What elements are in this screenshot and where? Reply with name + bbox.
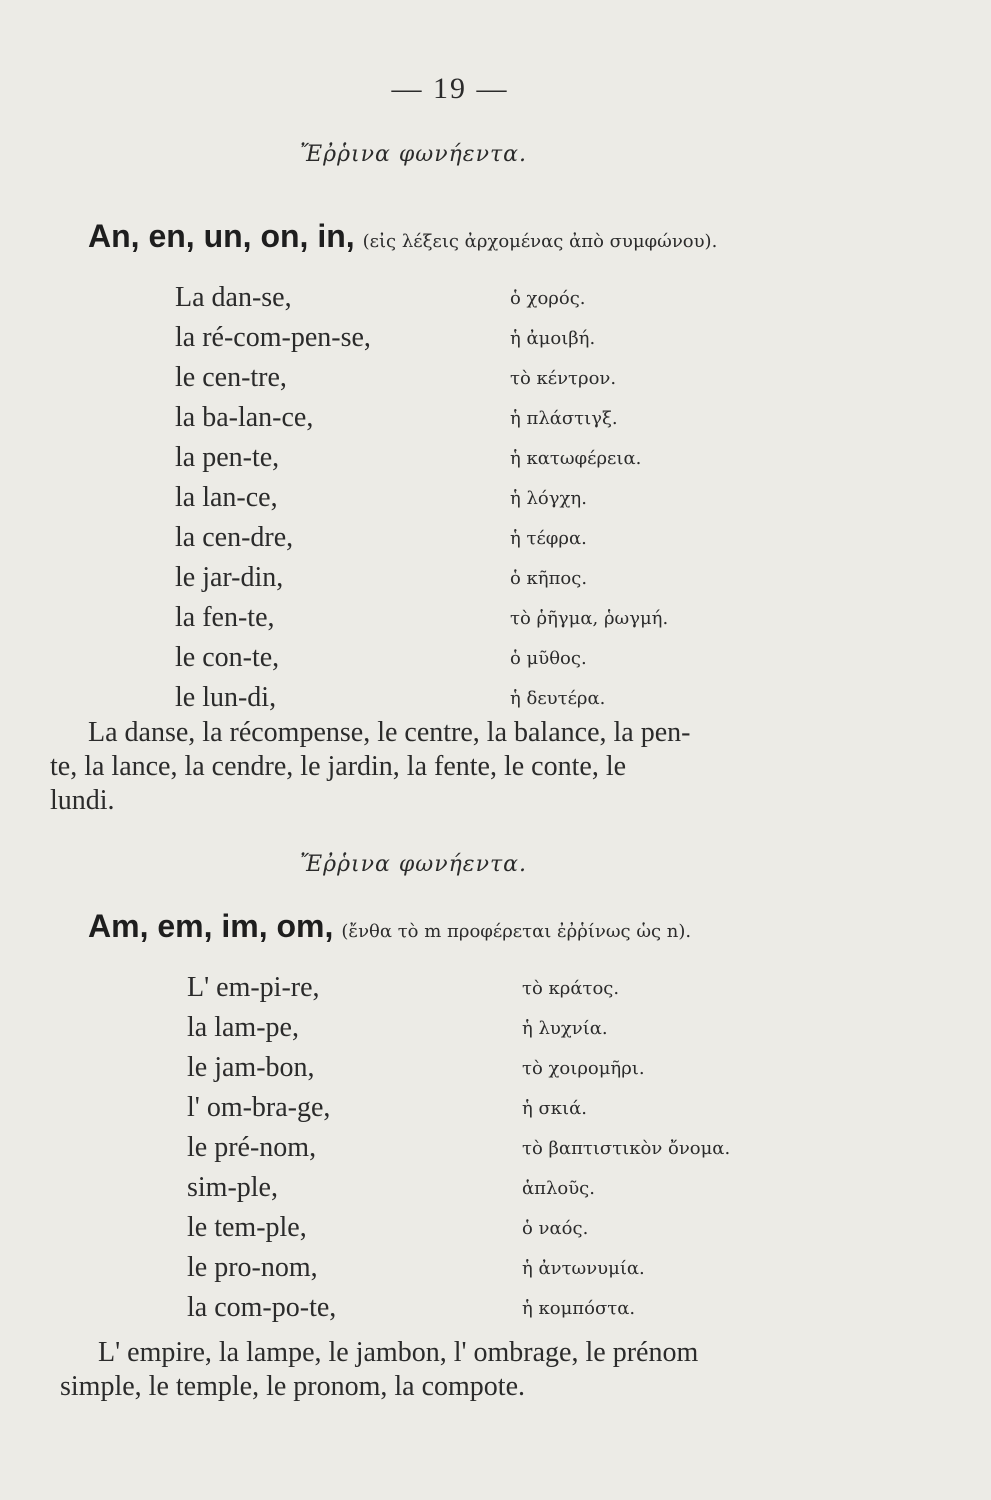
vocab-row xyxy=(0,482,991,522)
vocab-row xyxy=(0,1172,991,1212)
greek-translation: ἡ ἀμοιβή. xyxy=(510,328,596,349)
greek-translation: ἡ ἀντωνυμία. xyxy=(522,1258,645,1279)
nasal-sounds-headline-2 xyxy=(88,908,691,945)
greek-translation: τὸ βαπτιστικὸν ὄνομα. xyxy=(522,1138,731,1159)
vocab-row xyxy=(0,402,991,442)
greek-translation: ὁ μῦθος. xyxy=(510,648,587,669)
french-word: La dan-se, xyxy=(175,282,292,313)
french-word: sim-ple, xyxy=(187,1172,278,1203)
french-word: la fen-te, xyxy=(175,602,275,633)
greek-translation: τὸ κράτος. xyxy=(522,978,620,999)
paragraph-line: L' empire, la lampe, le jambon, l' ombrage, le prénom xyxy=(98,1337,699,1368)
vocab-row xyxy=(0,602,991,642)
sounds-note: (εἰς λέξεις ἀρχομένας ἀπὸ συμφώνου). xyxy=(362,231,718,252)
greek-translation: ὁ χορός. xyxy=(510,288,586,309)
nasal-sounds-headline-1 xyxy=(88,218,717,255)
french-word: la ba-lan-ce, xyxy=(175,402,314,433)
french-word: le jar-din, xyxy=(175,562,284,593)
section-title-nasal-vowels-1: Ἔῤῥινα φωνήεντα. xyxy=(300,142,527,167)
page-number: — 19 — xyxy=(391,72,509,105)
reading-paragraph-1 xyxy=(50,716,691,818)
vocab-row xyxy=(0,1212,991,1252)
greek-translation: ἡ τέφρα. xyxy=(510,528,587,549)
paragraph-line: te, la lance, la cendre, le jardin, la fente, le conte, le xyxy=(50,751,627,782)
greek-translation: ἡ λόγχη. xyxy=(510,488,587,509)
french-word: le pro-nom, xyxy=(187,1252,318,1283)
french-word: l' om-bra-ge, xyxy=(187,1092,331,1123)
french-word: le con-te, xyxy=(175,642,280,673)
vocab-row xyxy=(0,322,991,362)
french-word: le pré-nom, xyxy=(187,1132,317,1163)
vocab-row xyxy=(0,362,991,402)
nasal-sounds: An, en, un, on, in, xyxy=(88,218,355,254)
vocab-row xyxy=(0,282,991,322)
sounds-note: (ἔνθα τὸ m προφέρεται ἐῤῥίνως ὡς n). xyxy=(341,921,692,942)
french-word: le lun-di, xyxy=(175,682,277,713)
greek-translation: ἡ δευτέρα. xyxy=(510,688,606,709)
vocab-row xyxy=(0,1252,991,1292)
reading-paragraph-2 xyxy=(60,1336,699,1404)
vocab-row xyxy=(0,1092,991,1132)
vocab-row xyxy=(0,1012,991,1052)
greek-translation: τὸ ῥῆγμα, ῥωγμή. xyxy=(510,608,669,629)
french-word: le cen-tre, xyxy=(175,362,287,393)
vocab-row xyxy=(0,642,991,682)
vocab-row xyxy=(0,1292,991,1332)
section-title-nasal-vowels-2: Ἔῤῥινα φωνήεντα. xyxy=(300,852,527,877)
french-word: L' em-pi-re, xyxy=(187,972,320,1003)
vocab-row xyxy=(0,1132,991,1172)
greek-translation: ὁ ναός. xyxy=(522,1218,589,1239)
vocab-row xyxy=(0,442,991,482)
vocab-row xyxy=(0,1052,991,1092)
french-word: la pen-te, xyxy=(175,442,280,473)
greek-translation: ὁ κῆπος. xyxy=(510,568,588,589)
greek-translation: τὸ χοιρομῆρι. xyxy=(522,1058,645,1079)
nasal-sounds: Am, em, im, om, xyxy=(88,908,334,944)
vocab-row xyxy=(0,522,991,562)
greek-translation: ἡ κομπόστα. xyxy=(522,1298,636,1319)
french-word: la lan-ce, xyxy=(175,482,278,513)
french-word: la lam-pe, xyxy=(187,1012,299,1043)
greek-translation: ἡ σκιά. xyxy=(522,1098,587,1119)
greek-translation: ἡ πλάστιγξ. xyxy=(510,408,618,429)
paragraph-line: La danse, la récompense, le centre, la balance, la pen- xyxy=(88,717,691,748)
greek-translation: τὸ κέντρον. xyxy=(510,368,617,389)
vocab-row xyxy=(0,562,991,602)
greek-translation: ἡ λυχνία. xyxy=(522,1018,608,1039)
french-word: la cen-dre, xyxy=(175,522,294,553)
french-word: le tem-ple, xyxy=(187,1212,307,1243)
vocab-row xyxy=(0,972,991,1012)
paragraph-line: lundi. xyxy=(50,785,115,816)
paragraph-line: simple, le temple, le pronom, la compote. xyxy=(60,1371,525,1402)
french-word: la com-po-te, xyxy=(187,1292,337,1323)
french-word: le jam-bon, xyxy=(187,1052,315,1083)
greek-translation: ἁπλοῦς. xyxy=(522,1178,595,1199)
french-word: la ré-com-pen-se, xyxy=(175,322,371,353)
greek-translation: ἡ κατωφέρεια. xyxy=(510,448,642,469)
